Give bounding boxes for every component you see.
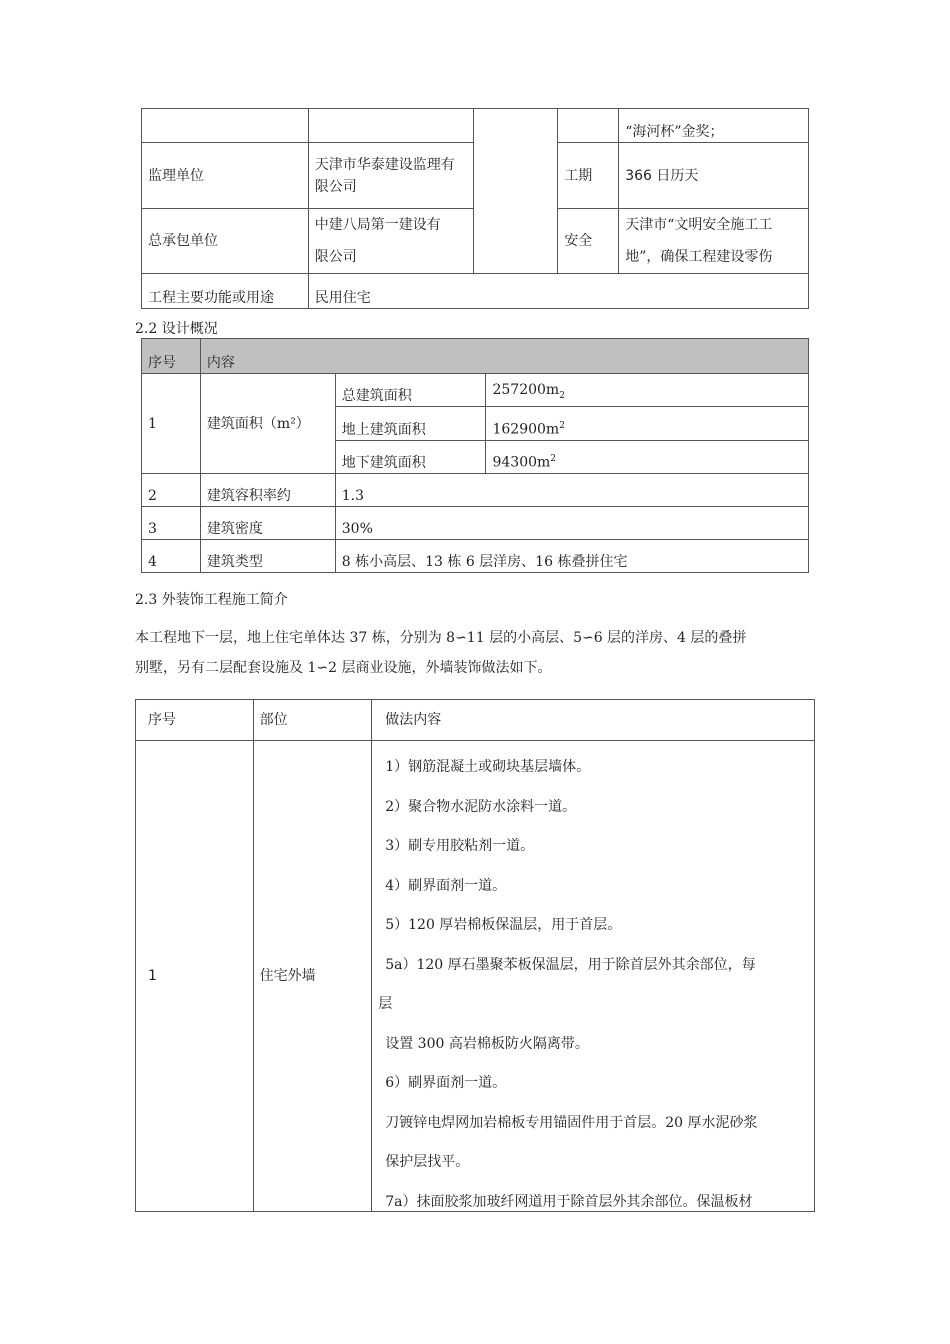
method-steps-list	[372, 748, 814, 1211]
table-cell	[142, 109, 309, 143]
supervisor-value-line1: 天津市华泰建设监理有	[314, 156, 455, 173]
row-item: 建筑类型	[200, 540, 335, 573]
method-step: 3）刷专用胶粘剂一道。	[385, 838, 535, 854]
table-row	[142, 540, 809, 573]
row-item: 建筑密度	[200, 507, 335, 540]
table-row	[142, 374, 809, 407]
sub-label: 总建筑面积	[335, 374, 486, 407]
row-value: 8 栋小高层、13 栋 6 层洋房、16 栋叠拼住宅	[335, 540, 808, 573]
project-info-table	[141, 108, 809, 309]
supervisor-value	[308, 143, 474, 209]
method-steps	[372, 741, 815, 1212]
header-no: 序号	[142, 339, 201, 374]
above-ground-area-unit: 2	[559, 421, 565, 432]
function-value: 民用住宅	[308, 274, 808, 309]
above-ground-area-value: 162900m	[492, 422, 560, 438]
table-cell	[619, 109, 809, 143]
duration-value: 366 日历天	[619, 143, 809, 209]
method-step: 5a）120 厚石墨聚苯板保温层，用于除首层外其余部位，每	[385, 956, 756, 973]
row-no: 1	[142, 374, 201, 474]
design-overview-table	[141, 338, 809, 573]
method-step: 4）刷界面剂一道。	[385, 877, 507, 894]
underground-area-value: 94300m	[492, 455, 551, 471]
table-header-row	[136, 700, 815, 741]
table-row	[142, 274, 809, 309]
supervisor-value-line2: 限公司	[314, 178, 357, 195]
safety-value-line2: 地”，确保工程建设零伤	[625, 249, 773, 265]
method-step: 5）120 厚岩棉板保温层，用于首层。	[385, 917, 622, 933]
row-value: 30%	[335, 507, 808, 540]
total-area-unit: 2	[559, 391, 565, 401]
total-area-value: 257200m	[492, 382, 560, 399]
row-no: 4	[142, 540, 201, 573]
method-step: 设置 300 高岩棉板防火隔离带。	[385, 1035, 589, 1052]
table-row	[142, 474, 809, 507]
method-step: 层	[378, 996, 393, 1012]
section-paragraph	[135, 623, 815, 683]
header-part: 部位	[253, 700, 372, 741]
table-cell	[558, 109, 619, 143]
sub-label: 地上建筑面积	[335, 407, 486, 441]
general-contractor-line1: 中建八局第一建设有	[314, 217, 441, 233]
function-label: 工程主要功能或用途	[142, 274, 309, 309]
exterior-finish-table	[135, 699, 815, 1212]
header-method: 做法内容	[372, 700, 815, 741]
sub-value	[486, 374, 809, 407]
paragraph-line2: 别墅，另有二层配套设施及 1∽2 层商业设施，外墙装饰做法如下。	[135, 660, 552, 676]
table-header-row	[142, 339, 809, 374]
table-row	[136, 741, 815, 1212]
sub-label: 地下建筑面积	[335, 441, 486, 474]
table-cell	[308, 109, 474, 143]
supervisor-label: 监理单位	[142, 143, 309, 209]
row-part: 住宅外墙	[253, 741, 372, 1212]
award-text: “海河杯”金奖；	[625, 124, 724, 140]
method-step: 7a）抹面胶浆加玻纤网道用于除首层外其余部位。保温板材	[385, 1193, 753, 1210]
row-item	[200, 374, 335, 474]
sub-value	[486, 407, 809, 441]
general-contractor-line2: 限公司	[314, 249, 357, 265]
section-heading-2-3: 2.3 外装饰工程施工简介	[135, 592, 288, 608]
general-contractor-label: 总承包单位	[142, 209, 309, 274]
section-heading-2-2: 2.2 设计概况	[135, 321, 218, 337]
header-content: 内容	[200, 339, 808, 374]
general-contractor-value	[308, 209, 474, 274]
safety-value	[619, 209, 809, 274]
method-step: 2）聚合物水泥防水涂料一道。	[385, 798, 577, 815]
table-cell	[474, 109, 558, 274]
header-no: 序号	[136, 700, 254, 741]
method-step: 保护层找平。	[385, 1154, 470, 1170]
row-no: 1	[136, 741, 254, 1212]
table-row	[142, 507, 809, 540]
duration-label: 工期	[558, 143, 619, 209]
row-no: 3	[142, 507, 201, 540]
safety-label: 安全	[558, 209, 619, 274]
safety-value-line1: 天津市“文明安全施工工	[625, 217, 773, 233]
method-step: 刀镀锌电焊网加岩棉板专用锚固件用于首层。20 厚水泥砂浆	[385, 1114, 758, 1131]
method-step: 1）钢筋混凝土或砌块基层墙体。	[385, 759, 591, 775]
underground-area-unit: 2	[550, 454, 557, 465]
row-no: 2	[142, 474, 201, 507]
row-item: 建筑容积率约	[200, 474, 335, 507]
table-row	[142, 109, 809, 143]
area-item-label: 建筑面积（m²）	[206, 415, 310, 432]
sub-value	[486, 441, 809, 474]
paragraph-line1: 本工程地下一层，地上住宅单体达 37 栋，分别为 8∽11 层的小高层、5∽6 层的洋房、4 层的叠拼	[135, 630, 747, 646]
method-step: 6）刷界面剂一道。	[385, 1075, 507, 1091]
row-value: 1.3	[335, 474, 808, 507]
